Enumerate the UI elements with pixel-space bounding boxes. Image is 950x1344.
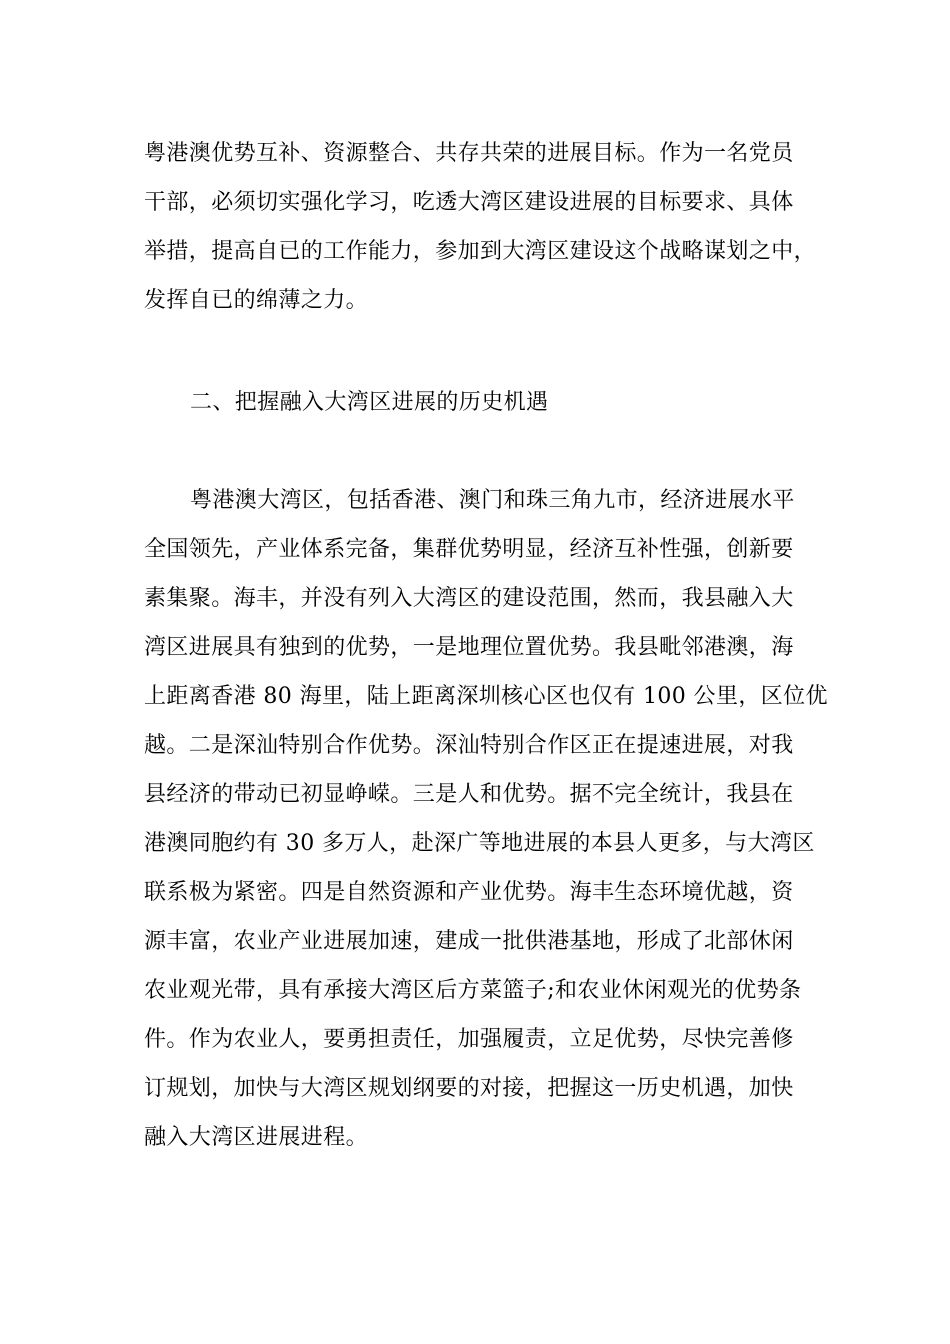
section-heading — [144, 378, 824, 427]
paragraph-line: 湾区进展具有独到的优势，一是地理位置优势。我县毗邻港澳，海 — [144, 635, 794, 660]
paragraph-line: 县经济的带动已初显峥嵘。三是人和优势。据不完全统计，我县在 — [144, 782, 794, 807]
paragraph-line: 农业观光带，具有承接大湾区后方菜篮子;和农业休闲观光的优势条 — [144, 978, 802, 1003]
paragraph-line: 越。二是深汕特别合作优势。深汕特别合作区正在提速进展，对我 — [144, 733, 794, 758]
paragraph-line: 干部，必须切实强化学习，吃透大湾区建设进展的目标要求、具体 — [144, 190, 794, 215]
paragraph-line: 订规划，加快与大湾区规划纲要的对接，把握这一历史机遇，加快 — [144, 1076, 794, 1101]
paragraph-line: 粤港澳优势互补、资源整合、共存共荣的进展目标。作为一名党员 — [144, 141, 794, 166]
paragraph-line: 粤港澳大湾区，包括香港、澳门和珠三角九市，经济进展水平 — [190, 488, 795, 513]
paragraph-line: 上距离香港 80 海里，陆上距离深圳核心区也仅有 100 公里，区位优 — [144, 684, 828, 709]
paragraph-line: 素集聚。海丰，并没有列入大湾区的建设范围，然而，我县融入大 — [144, 586, 794, 611]
paragraph-line: 举措，提高自已的工作能力，参加到大湾区建设这个战略谋划之中， — [144, 239, 817, 264]
paragraph-1 — [144, 129, 824, 325]
paragraph-line: 件。作为农业人，要勇担责任，加强履责，立足优势，尽快完善修 — [144, 1027, 794, 1052]
paragraph-line: 全国领先，产业体系完备，集群优势明显，经济互补性强，创新要 — [144, 537, 794, 562]
section-heading-text: 二、把握融入大湾区进展的历史机遇 — [190, 390, 549, 415]
paragraph-line: 源丰富，农业产业进展加速，建成一批供港基地，形成了北部休闲 — [144, 929, 794, 954]
paragraph-line: 融入大湾区进展进程。 — [144, 1125, 369, 1150]
paragraph-line: 联系极为紧密。四是自然资源和产业优势。海丰生态环境优越，资 — [144, 880, 794, 905]
paragraph-line: 港澳同胞约有 30 多万人，赴深广等地进展的本县人更多，与大湾区 — [144, 831, 815, 856]
paragraph-2 — [144, 476, 828, 1162]
paragraph-line: 发挥自已的绵薄之力。 — [144, 288, 369, 313]
